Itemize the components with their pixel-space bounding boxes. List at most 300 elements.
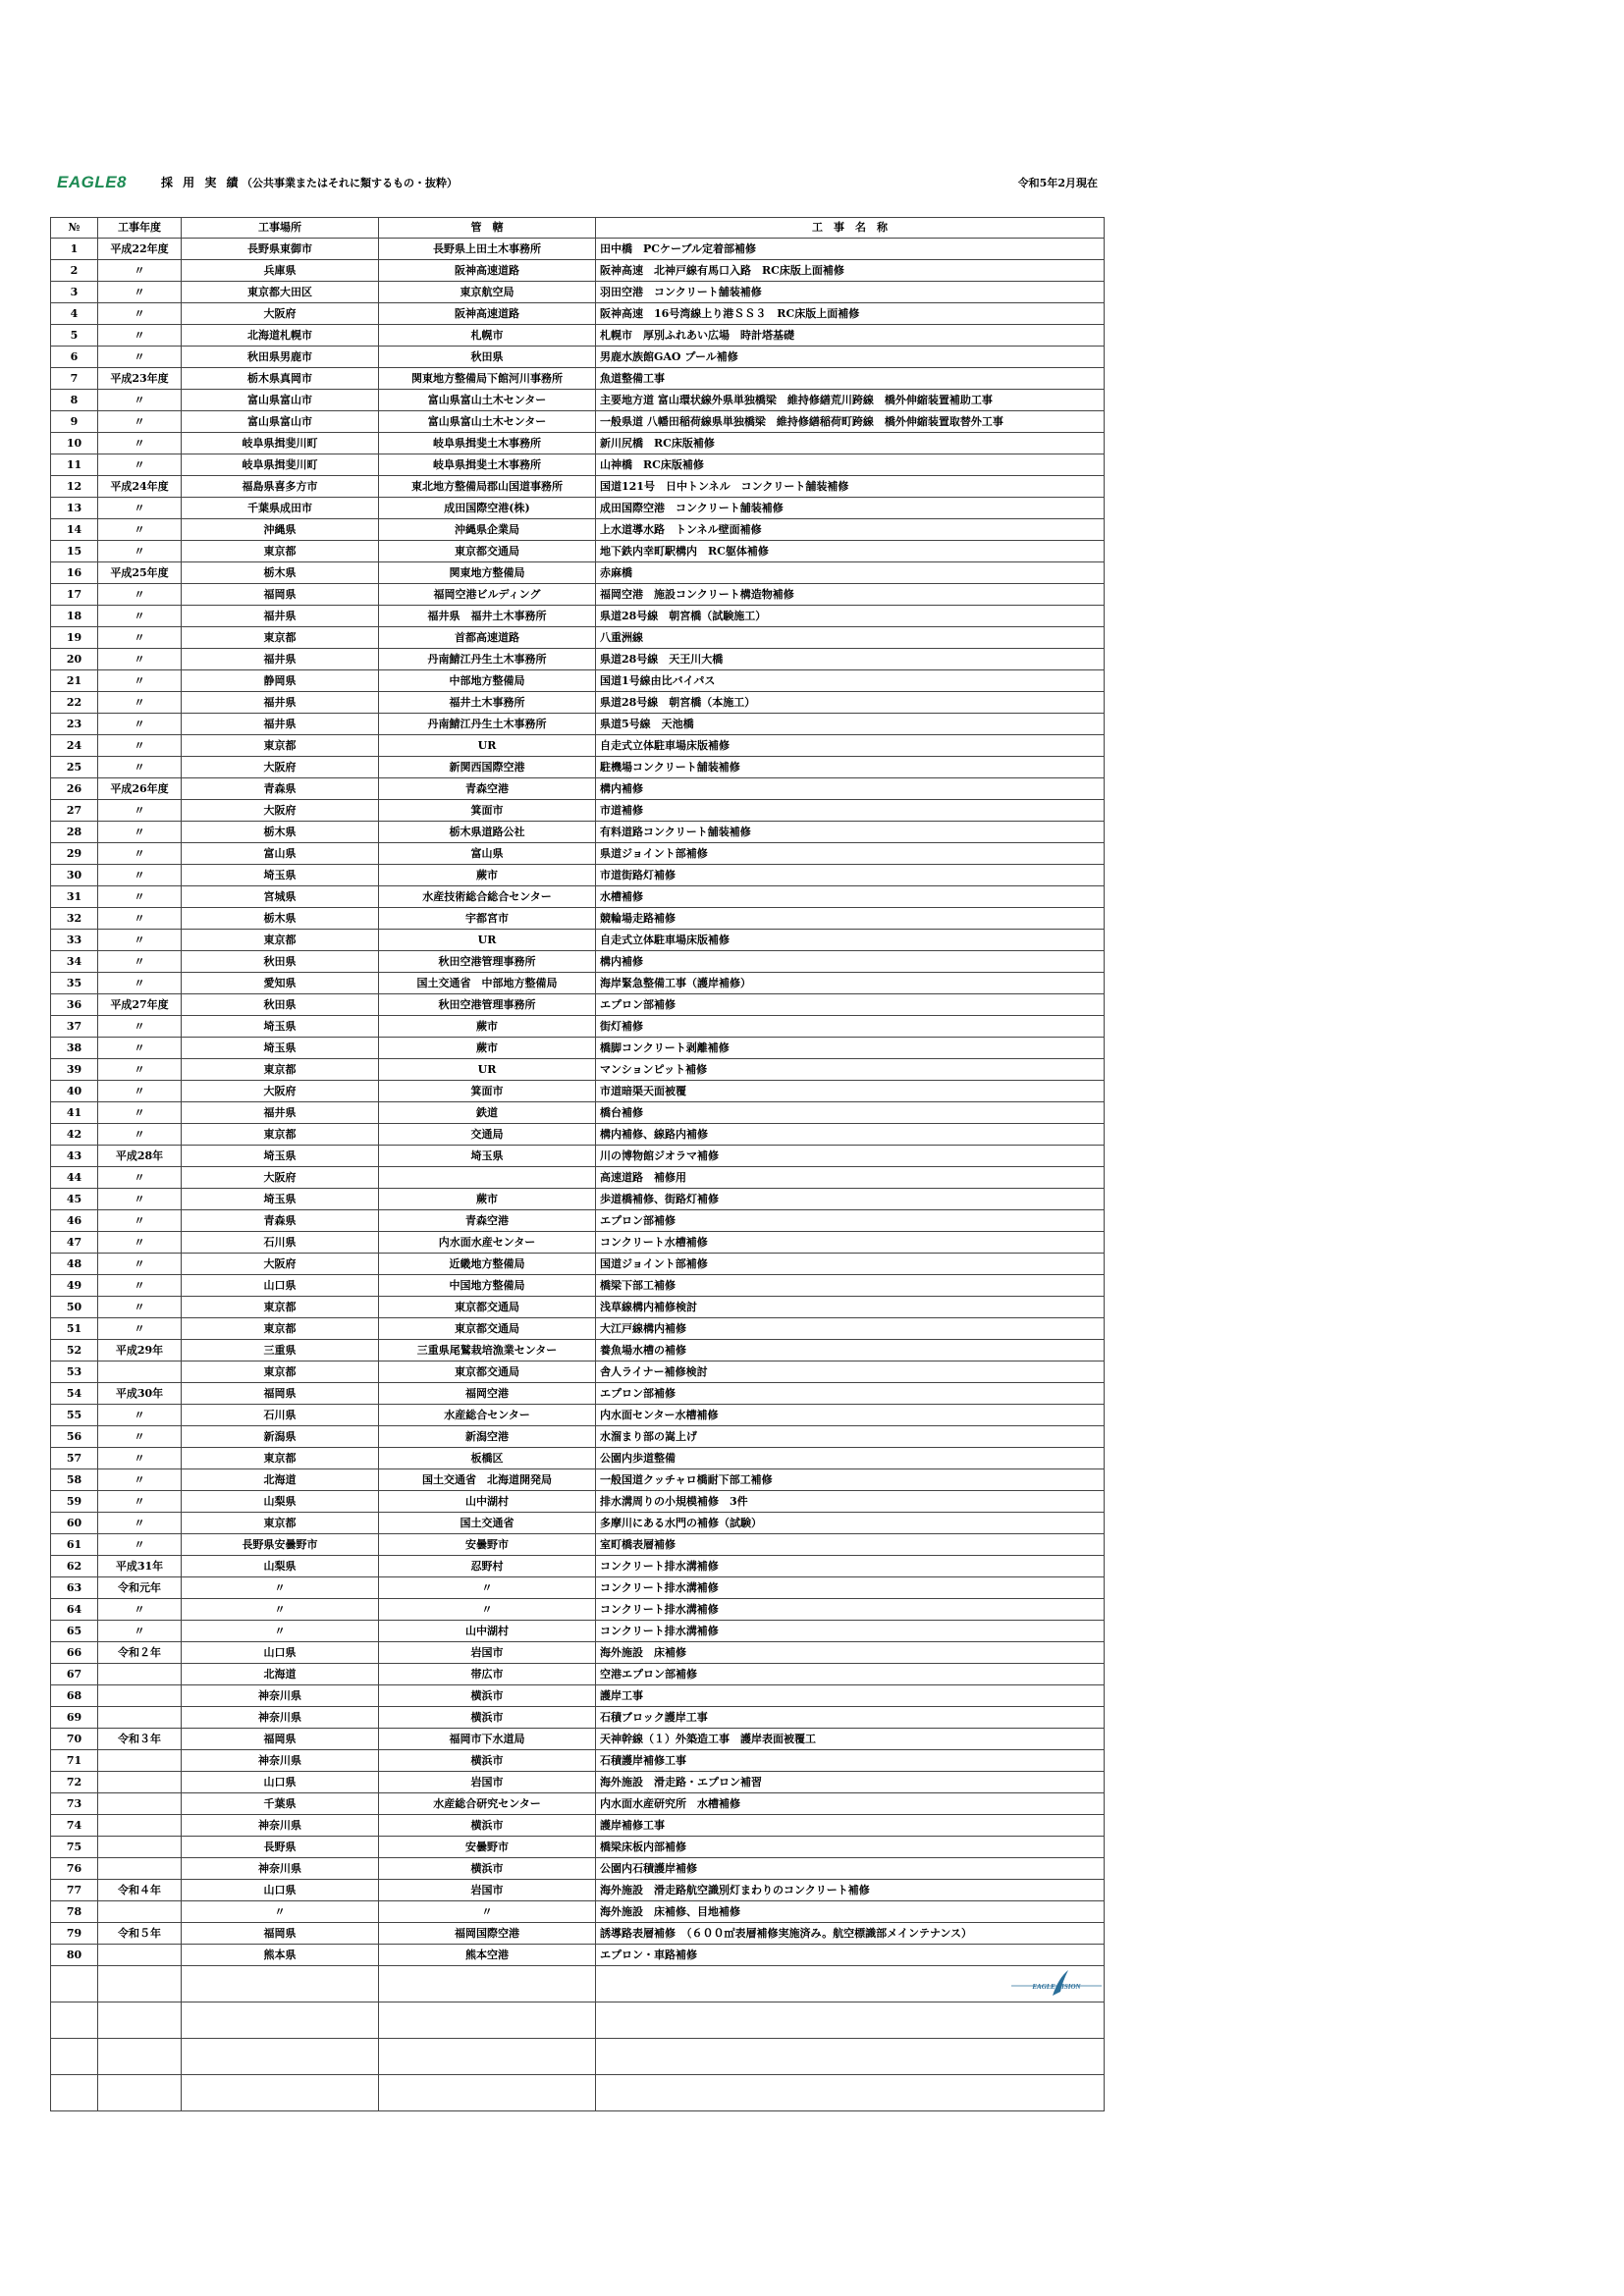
cell-work-name: 空港エプロン部補修	[596, 1664, 1105, 1685]
cell-work-name: 街灯補修	[596, 1016, 1105, 1038]
cell-work-name: 市道暗渠天面被覆	[596, 1081, 1105, 1102]
cell-jurisdiction: 長野県上田土木事務所	[379, 239, 596, 260]
cell-jurisdiction: 富山県富山土木センター	[379, 411, 596, 433]
cell-jurisdiction: 横浜市	[379, 1707, 596, 1729]
cell-jurisdiction: 国土交通省 北海道開発局	[379, 1469, 596, 1491]
cell-work-name: エプロン部補修	[596, 1383, 1105, 1405]
column-header-work-name: 工 事 名 称	[596, 218, 1105, 239]
cell-work-name: コンクリート水槽補修	[596, 1232, 1105, 1254]
cell-location: 福岡県	[182, 1923, 379, 1945]
cell-location: 山口県	[182, 1880, 379, 1901]
cell-jurisdiction: 福井県 福井土木事務所	[379, 606, 596, 627]
cell-year: 〃	[98, 1189, 182, 1210]
cell-work-name: 排水溝周りの小規模補修 3件	[596, 1491, 1105, 1513]
cell-no: 11	[51, 454, 98, 476]
cell-year: 〃	[98, 347, 182, 368]
table-row	[51, 433, 1105, 454]
cell-work-name: 国道1号線由比バイパス	[596, 670, 1105, 692]
cell-no: 32	[51, 908, 98, 930]
cell-location: 富山県富山市	[182, 390, 379, 411]
cell-work-name: 構内補修	[596, 778, 1105, 800]
cell-no: 33	[51, 930, 98, 951]
cell-work-name: コンクリート排水溝補修	[596, 1599, 1105, 1621]
cell-no: 58	[51, 1469, 98, 1491]
cell-location: 東京都	[182, 930, 379, 951]
table-row	[51, 606, 1105, 627]
table-row	[51, 1491, 1105, 1513]
cell-location: 神奈川県	[182, 1707, 379, 1729]
cell-jurisdiction: 水産技術総合総合センター	[379, 886, 596, 908]
cell-work-name: エプロン部補修	[596, 1210, 1105, 1232]
blank-cell	[379, 1966, 596, 2002]
cell-work-name: 有料道路コンクリート舗装補修	[596, 822, 1105, 843]
cell-year: 〃	[98, 649, 182, 670]
cell-no: 61	[51, 1534, 98, 1556]
cell-no: 74	[51, 1815, 98, 1837]
cell-location: 〃	[182, 1901, 379, 1923]
cell-no: 18	[51, 606, 98, 627]
cell-no: 67	[51, 1664, 98, 1685]
cell-jurisdiction: 岐阜県揖斐土木事務所	[379, 454, 596, 476]
table-row	[51, 1426, 1105, 1448]
table-row	[51, 1405, 1105, 1426]
table-row	[51, 1577, 1105, 1599]
table-row	[51, 411, 1105, 433]
cell-no: 20	[51, 649, 98, 670]
cell-work-name: 県道ジョイント部補修	[596, 843, 1105, 865]
cell-year: 〃	[98, 325, 182, 347]
table-row	[51, 692, 1105, 714]
cell-work-name: 県道28号線 朝宮橋（試験施工）	[596, 606, 1105, 627]
table-row	[51, 1858, 1105, 1880]
blank-cell	[98, 2002, 182, 2039]
cell-no: 68	[51, 1685, 98, 1707]
table-row	[51, 886, 1105, 908]
cell-year: 〃	[98, 1297, 182, 1318]
table-row	[51, 1189, 1105, 1210]
cell-year: 〃	[98, 1275, 182, 1297]
table-row	[51, 930, 1105, 951]
cell-no: 34	[51, 951, 98, 973]
cell-work-name: 公園内歩道整備	[596, 1448, 1105, 1469]
cell-no: 1	[51, 239, 98, 260]
blank-cell	[182, 2075, 379, 2111]
cell-year: 〃	[98, 282, 182, 303]
cell-work-name: 構内補修、線路内補修	[596, 1124, 1105, 1146]
cell-year: 〃	[98, 541, 182, 562]
cell-work-name: 八重洲線	[596, 627, 1105, 649]
table-row	[51, 239, 1105, 260]
cell-year: 〃	[98, 973, 182, 994]
cell-jurisdiction: UR	[379, 735, 596, 757]
blank-cell	[182, 2002, 379, 2039]
cell-jurisdiction: 秋田空港管理事務所	[379, 994, 596, 1016]
cell-jurisdiction: 熊本空港	[379, 1945, 596, 1966]
cell-no: 50	[51, 1297, 98, 1318]
cell-year: 〃	[98, 584, 182, 606]
cell-location: 北海道	[182, 1469, 379, 1491]
company-logo: EAGLE8	[57, 173, 128, 191]
cell-work-name: 成田国際空港 コンクリート舗装補修	[596, 498, 1105, 519]
table-header-row	[51, 218, 1105, 239]
blank-cell	[596, 2039, 1105, 2075]
cell-work-name: 多摩川にある水門の補修（試験）	[596, 1513, 1105, 1534]
cell-year: 〃	[98, 1469, 182, 1491]
cell-location: 大阪府	[182, 1254, 379, 1275]
cell-year: 〃	[98, 260, 182, 282]
cell-jurisdiction: 関東地方整備局	[379, 562, 596, 584]
cell-work-name: 県道28号線 天王川大橋	[596, 649, 1105, 670]
table-row	[51, 1556, 1105, 1577]
table-row	[51, 1923, 1105, 1945]
cell-jurisdiction: 富山県富山土木センター	[379, 390, 596, 411]
cell-location: 〃	[182, 1577, 379, 1599]
table-row	[51, 1880, 1105, 1901]
cell-no: 4	[51, 303, 98, 325]
cell-work-name: コンクリート排水溝補修	[596, 1556, 1105, 1577]
cell-location: 大阪府	[182, 1167, 379, 1189]
cell-work-name: 山神橋 RC床版補修	[596, 454, 1105, 476]
cell-no: 30	[51, 865, 98, 886]
table-row	[51, 735, 1105, 757]
cell-year	[98, 1772, 182, 1793]
table-row	[51, 1275, 1105, 1297]
cell-jurisdiction: 新関西国際空港	[379, 757, 596, 778]
cell-year: 〃	[98, 1081, 182, 1102]
cell-no: 14	[51, 519, 98, 541]
cell-jurisdiction: 青森空港	[379, 778, 596, 800]
cell-no: 10	[51, 433, 98, 454]
cell-year: 〃	[98, 735, 182, 757]
cell-no: 9	[51, 411, 98, 433]
cell-work-name: 歩道橋補修、街路灯補修	[596, 1189, 1105, 1210]
cell-location: 大阪府	[182, 1081, 379, 1102]
cell-no: 24	[51, 735, 98, 757]
table-row	[51, 1038, 1105, 1059]
cell-no: 48	[51, 1254, 98, 1275]
cell-location: 栃木県	[182, 822, 379, 843]
cell-no: 56	[51, 1426, 98, 1448]
cell-work-name: 室町橋表層補修	[596, 1534, 1105, 1556]
cell-location: 福井県	[182, 692, 379, 714]
cell-no: 2	[51, 260, 98, 282]
cell-location: 福島県喜多方市	[182, 476, 379, 498]
cell-work-name: 市道街路灯補修	[596, 865, 1105, 886]
table-row	[51, 1945, 1105, 1966]
table-row	[51, 1340, 1105, 1362]
cell-year: 平成28年	[98, 1146, 182, 1167]
cell-year: 〃	[98, 390, 182, 411]
cell-year: 平成31年	[98, 1556, 182, 1577]
table-row	[51, 778, 1105, 800]
cell-no: 80	[51, 1945, 98, 1966]
cell-year: 〃	[98, 822, 182, 843]
cell-year: 〃	[98, 519, 182, 541]
cell-no: 51	[51, 1318, 98, 1340]
cell-year: 〃	[98, 606, 182, 627]
cell-location: 千葉県	[182, 1793, 379, 1815]
blank-row	[51, 2075, 1105, 2111]
cell-jurisdiction: 東京都交通局	[379, 1318, 596, 1340]
cell-jurisdiction: 横浜市	[379, 1750, 596, 1772]
blank-cell	[98, 2039, 182, 2075]
cell-jurisdiction: 宇都宮市	[379, 908, 596, 930]
table-row	[51, 519, 1105, 541]
cell-location: 神奈川県	[182, 1750, 379, 1772]
table-row	[51, 1664, 1105, 1685]
cell-jurisdiction: 横浜市	[379, 1685, 596, 1707]
table-row	[51, 1059, 1105, 1081]
cell-jurisdiction: 板橋区	[379, 1448, 596, 1469]
blank-row	[51, 1966, 1105, 2002]
cell-jurisdiction: 国土交通省 中部地方整備局	[379, 973, 596, 994]
table-row	[51, 908, 1105, 930]
cell-no: 77	[51, 1880, 98, 1901]
cell-jurisdiction: 青森空港	[379, 1210, 596, 1232]
cell-year: 〃	[98, 1232, 182, 1254]
cell-no: 46	[51, 1210, 98, 1232]
cell-year	[98, 1858, 182, 1880]
cell-jurisdiction: 福岡市下水道局	[379, 1729, 596, 1750]
table-row	[51, 584, 1105, 606]
cell-work-name: 内水面水産研究所 水槽補修	[596, 1793, 1105, 1815]
cell-location: 北海道	[182, 1664, 379, 1685]
cell-year: 令和元年	[98, 1577, 182, 1599]
cell-no: 21	[51, 670, 98, 692]
blank-cell	[596, 2002, 1105, 2039]
table-row	[51, 1685, 1105, 1707]
blank-cell	[596, 1966, 1105, 2002]
cell-work-name: 内水面センター水槽補修	[596, 1405, 1105, 1426]
cell-year: 〃	[98, 886, 182, 908]
cell-location: 兵庫県	[182, 260, 379, 282]
table-row	[51, 865, 1105, 886]
cell-location: 北海道札幌市	[182, 325, 379, 347]
cell-year: 〃	[98, 843, 182, 865]
cell-no: 44	[51, 1167, 98, 1189]
cell-location: 東京都	[182, 1318, 379, 1340]
cell-work-name: 橋梁床板内部補修	[596, 1837, 1105, 1858]
cell-year: 〃	[98, 1534, 182, 1556]
cell-work-name: 石積護岸補修工事	[596, 1750, 1105, 1772]
cell-no: 31	[51, 886, 98, 908]
cell-work-name: 橋梁下部工補修	[596, 1275, 1105, 1297]
cell-year	[98, 1945, 182, 1966]
cell-location: 〃	[182, 1621, 379, 1642]
table-row	[51, 1016, 1105, 1038]
table-row	[51, 627, 1105, 649]
cell-work-name: 上水道導水路 トンネル壁面補修	[596, 519, 1105, 541]
cell-year: 〃	[98, 627, 182, 649]
cell-location: 秋田県	[182, 994, 379, 1016]
cell-location: 長野県安曇野市	[182, 1534, 379, 1556]
cell-jurisdiction: 新潟空港	[379, 1426, 596, 1448]
cell-jurisdiction: 阪神高速道路	[379, 260, 596, 282]
cell-location: 大阪府	[182, 757, 379, 778]
cell-work-name: 公園内石積護岸補修	[596, 1858, 1105, 1880]
cell-work-name: 自走式立体駐車場床版補修	[596, 735, 1105, 757]
cell-location: 山口県	[182, 1275, 379, 1297]
cell-year: 〃	[98, 1405, 182, 1426]
cell-jurisdiction: UR	[379, 930, 596, 951]
column-header-jurisdiction: 管 轄	[379, 218, 596, 239]
document-subtitle: （公共事業またはそれに類するもの・抜粋）	[242, 177, 458, 189]
cell-jurisdiction: 東京都交通局	[379, 541, 596, 562]
table-row	[51, 714, 1105, 735]
page-header	[57, 171, 1102, 198]
table-row	[51, 822, 1105, 843]
blank-cell	[596, 2075, 1105, 2111]
cell-location: 大阪府	[182, 303, 379, 325]
cell-work-name: 舎人ライナー補修検討	[596, 1362, 1105, 1383]
cell-jurisdiction: 〃	[379, 1577, 596, 1599]
cell-work-name: 駐機場コンクリート舗装補修	[596, 757, 1105, 778]
cell-location: 福井県	[182, 649, 379, 670]
cell-jurisdiction: 水産総合センター	[379, 1405, 596, 1426]
cell-no: 63	[51, 1577, 98, 1599]
cell-jurisdiction: 岩国市	[379, 1642, 596, 1664]
cell-jurisdiction: 富山県	[379, 843, 596, 865]
cell-year: 〃	[98, 1318, 182, 1340]
cell-jurisdiction: 福岡空港ビルディング	[379, 584, 596, 606]
cell-jurisdiction: 蕨市	[379, 1038, 596, 1059]
table-row	[51, 994, 1105, 1016]
cell-location: 埼玉県	[182, 1016, 379, 1038]
cell-no: 12	[51, 476, 98, 498]
cell-location: 東京都大田区	[182, 282, 379, 303]
table-row	[51, 1642, 1105, 1664]
cell-year: 平成25年度	[98, 562, 182, 584]
cell-no: 7	[51, 368, 98, 390]
cell-work-name: 浅草線構内補修検討	[596, 1297, 1105, 1318]
blank-cell	[182, 1966, 379, 2002]
cell-location: 神奈川県	[182, 1858, 379, 1880]
cell-work-name: 一般国道クッチャロ橋耐下部工補修	[596, 1469, 1105, 1491]
table-row	[51, 757, 1105, 778]
cell-no: 62	[51, 1556, 98, 1577]
cell-no: 54	[51, 1383, 98, 1405]
cell-location: 東京都	[182, 1124, 379, 1146]
cell-year: 平成24年度	[98, 476, 182, 498]
cell-location: 〃	[182, 1599, 379, 1621]
cell-work-name: コンクリート排水溝補修	[596, 1621, 1105, 1642]
cell-year: 平成30年	[98, 1383, 182, 1405]
cell-work-name: 一般県道 八幡田稲荷線県単独橋梁 維持修繕稲荷町跨線 橋外伸縮装置取替外工事	[596, 411, 1105, 433]
cell-year	[98, 1707, 182, 1729]
table-row	[51, 1210, 1105, 1232]
cell-no: 5	[51, 325, 98, 347]
cell-no: 25	[51, 757, 98, 778]
table-row	[51, 1469, 1105, 1491]
table-row	[51, 282, 1105, 303]
table-row	[51, 1772, 1105, 1793]
cell-no: 55	[51, 1405, 98, 1426]
cell-year: 〃	[98, 1102, 182, 1124]
cell-no: 47	[51, 1232, 98, 1254]
cell-location: 青森県	[182, 1210, 379, 1232]
cell-year: 〃	[98, 714, 182, 735]
cell-year: 〃	[98, 757, 182, 778]
cell-no: 15	[51, 541, 98, 562]
table-row	[51, 1297, 1105, 1318]
cell-year	[98, 1793, 182, 1815]
cell-work-name: 福岡空港 施設コンクリート構造物補修	[596, 584, 1105, 606]
cell-location: 福井県	[182, 714, 379, 735]
cell-no: 27	[51, 800, 98, 822]
cell-jurisdiction: 東京都交通局	[379, 1297, 596, 1318]
blank-cell	[379, 2075, 596, 2111]
table-row	[51, 1383, 1105, 1405]
cell-jurisdiction: 東京航空局	[379, 282, 596, 303]
cell-jurisdiction: UR	[379, 1059, 596, 1081]
cell-location: 岐阜県揖斐川町	[182, 454, 379, 476]
table-row	[51, 843, 1105, 865]
blank-cell	[379, 2002, 596, 2039]
cell-no: 23	[51, 714, 98, 735]
table-row	[51, 303, 1105, 325]
blank-cell	[379, 2039, 596, 2075]
cell-work-name: 海外施設 滑走路航空識別灯まわりのコンクリート補修	[596, 1880, 1105, 1901]
table-row	[51, 1513, 1105, 1534]
cell-location: 石川県	[182, 1232, 379, 1254]
cell-work-name: 海外施設 床補修	[596, 1642, 1105, 1664]
cell-year	[98, 1685, 182, 1707]
cell-work-name: 県道5号線 天池橋	[596, 714, 1105, 735]
cell-location: 石川県	[182, 1405, 379, 1426]
cell-location: 沖縄県	[182, 519, 379, 541]
cell-work-name: 阪神高速 北神戸線有馬口入路 RC床版上面補修	[596, 260, 1105, 282]
cell-work-name: 川の博物館ジオラマ補修	[596, 1146, 1105, 1167]
table-row	[51, 1837, 1105, 1858]
blank-row	[51, 2002, 1105, 2039]
cell-jurisdiction: 山中湖村	[379, 1621, 596, 1642]
cell-jurisdiction: 鉄道	[379, 1102, 596, 1124]
cell-no: 8	[51, 390, 98, 411]
cell-no: 45	[51, 1189, 98, 1210]
table-row	[51, 1232, 1105, 1254]
cell-year: 〃	[98, 692, 182, 714]
column-header-no: №	[51, 218, 98, 239]
cell-location: 東京都	[182, 541, 379, 562]
cell-work-name: 主要地方道 富山環状線外県単独橋梁 維持修繕荒川跨線 橋外伸縮装置補助工事	[596, 390, 1105, 411]
table-row	[51, 1815, 1105, 1837]
cell-year	[98, 1901, 182, 1923]
cell-no: 64	[51, 1599, 98, 1621]
table-row	[51, 1448, 1105, 1469]
table-row	[51, 951, 1105, 973]
cell-location: 新潟県	[182, 1426, 379, 1448]
table-row	[51, 1534, 1105, 1556]
cell-jurisdiction: 水産総合研究センター	[379, 1793, 596, 1815]
cell-no: 65	[51, 1621, 98, 1642]
cell-location: 長野県東御市	[182, 239, 379, 260]
cell-no: 71	[51, 1750, 98, 1772]
cell-year	[98, 1837, 182, 1858]
cell-year: 〃	[98, 454, 182, 476]
cell-jurisdiction: 国土交通省	[379, 1513, 596, 1534]
table-row	[51, 1707, 1105, 1729]
cell-no: 6	[51, 347, 98, 368]
cell-work-name: 男鹿水族館GAO プール補修	[596, 347, 1105, 368]
cell-no: 16	[51, 562, 98, 584]
cell-work-name: 天神幹線（１）外築造工事 護岸表面被覆工	[596, 1729, 1105, 1750]
cell-no: 28	[51, 822, 98, 843]
cell-jurisdiction: 中国地方整備局	[379, 1275, 596, 1297]
table-row	[51, 1793, 1105, 1815]
table-row	[51, 1750, 1105, 1772]
cell-year: 令和３年	[98, 1729, 182, 1750]
cell-year: 〃	[98, 800, 182, 822]
